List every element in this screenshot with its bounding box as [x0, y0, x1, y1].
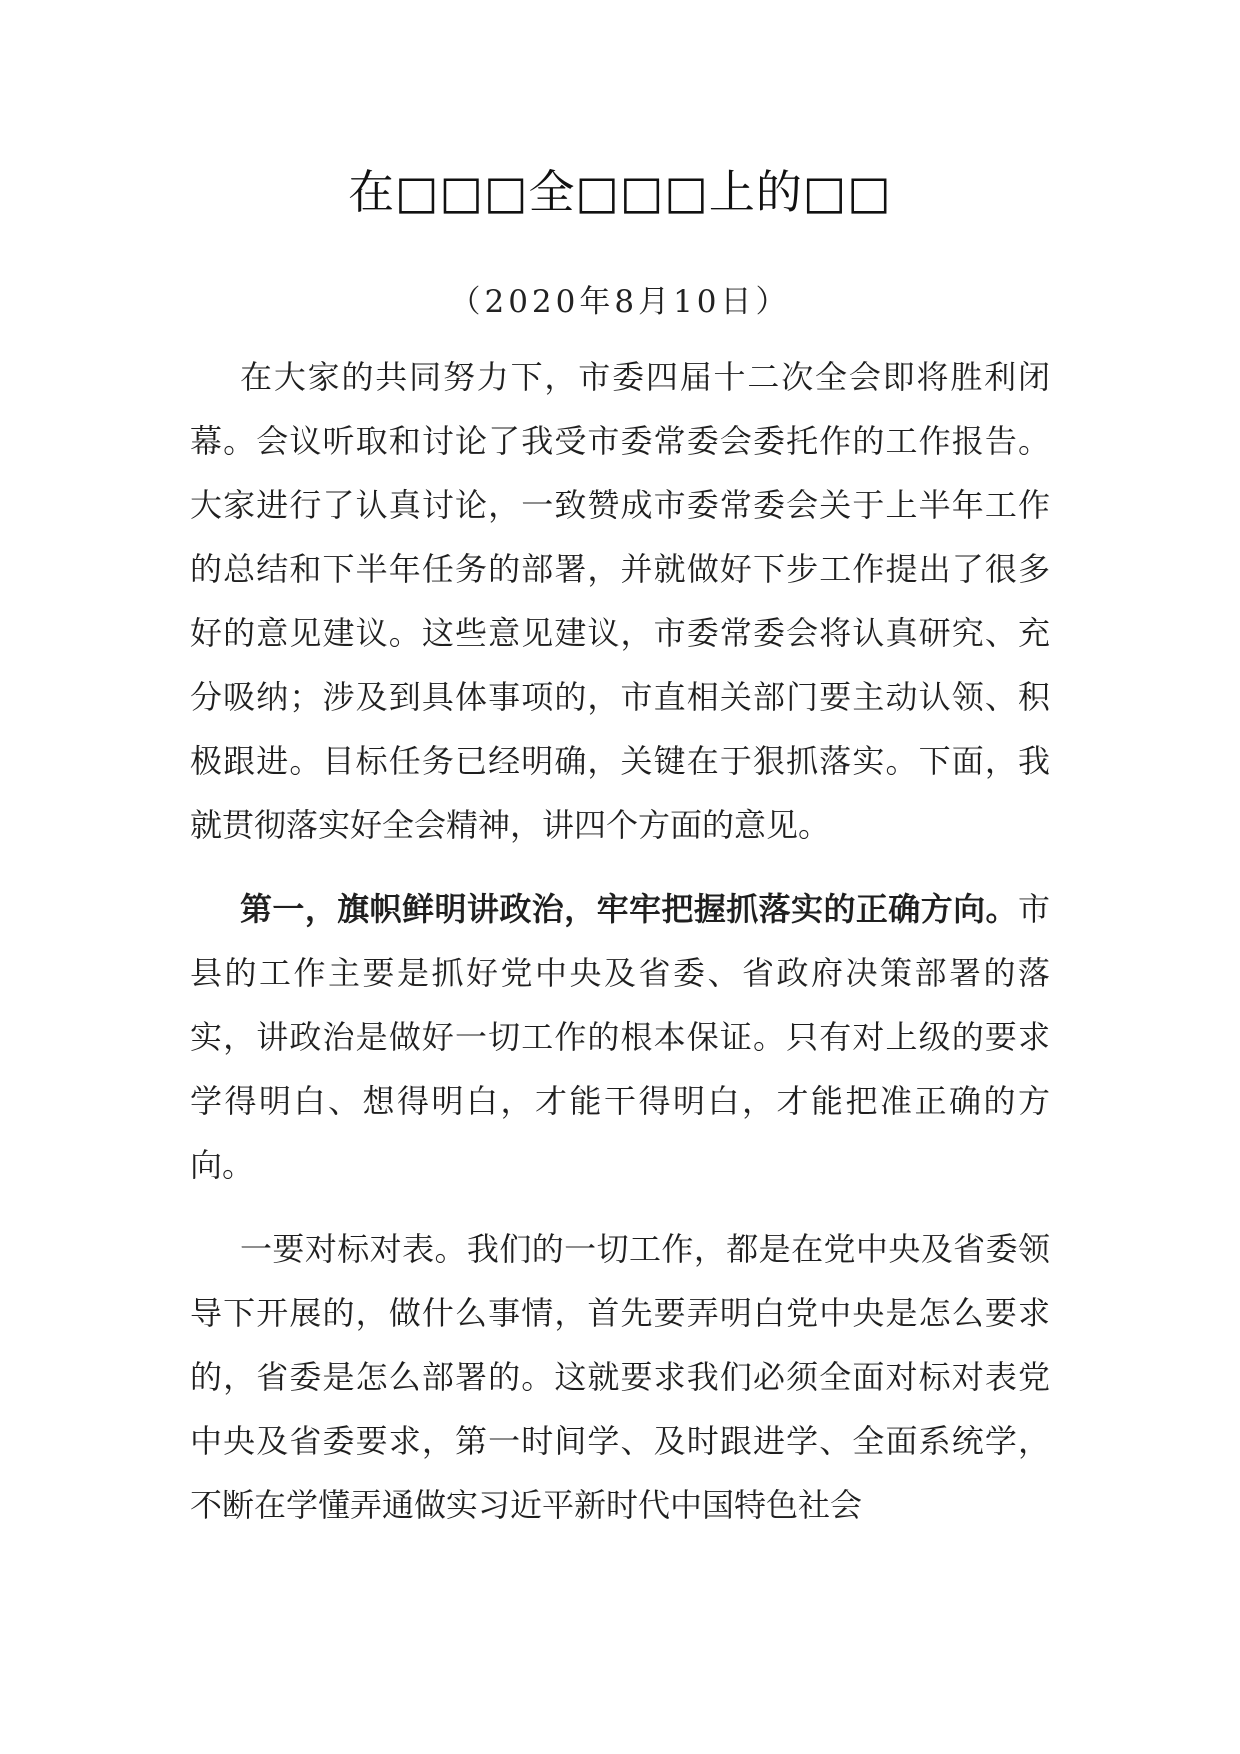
paragraph-2 [190, 877, 1050, 1197]
document-date: （2020年8月10日） [449, 284, 791, 320]
paragraph-1 [190, 345, 1050, 857]
paragraph-text: 一要对标对表。我们的一切工作，都是在党中央及省委领导下开展的，做什么事情，首先要弄明白党中央是怎么要求的，省委是怎么部署的。这就要求我们必须全面对标对表党中央及省委要求，第一时间学、及时跟进学、全面系统学，不断在学懂弄通做实习近平新时代中国特色社会 [190, 1230, 1050, 1524]
paragraph-text: 在大家的共同努力下，市委四届十二次全会即将胜利闭幕。会议听取和讨论了我受市委常委会委托作的工作报告。大家进行了认真讨论，一致赞成市委常委会关于上半年工作的总结和下半年任务的部署，并就做好下步工作提出了很多好的意见建议。这些意见建议，市委常委会将认真研究、充分吸纳；涉及到具体事项的，市直相关部门要主动认领、积极跟进。目标任务已经明确，关键在于狠抓落实。下面，我就贯彻落实好全会精神，讲四个方面的意见。 [190, 358, 1050, 844]
document-body [190, 345, 1050, 1557]
paragraph-text: 市县的工作主要是抓好党中央及省委、省政府决策部署的落实，讲政治是做好一切工作的根本保证。只有对上级的要求学得明白、想得明白，才能干得明白，才能把准正确的方向。 [190, 890, 1050, 1184]
section-heading: 第一，旗帜鲜明讲政治，牢牢把握抓落实的正确方向。 [240, 890, 1018, 928]
document-title: 在□□□全□□□上的□□ [348, 165, 892, 219]
paragraph-3 [190, 1217, 1050, 1537]
